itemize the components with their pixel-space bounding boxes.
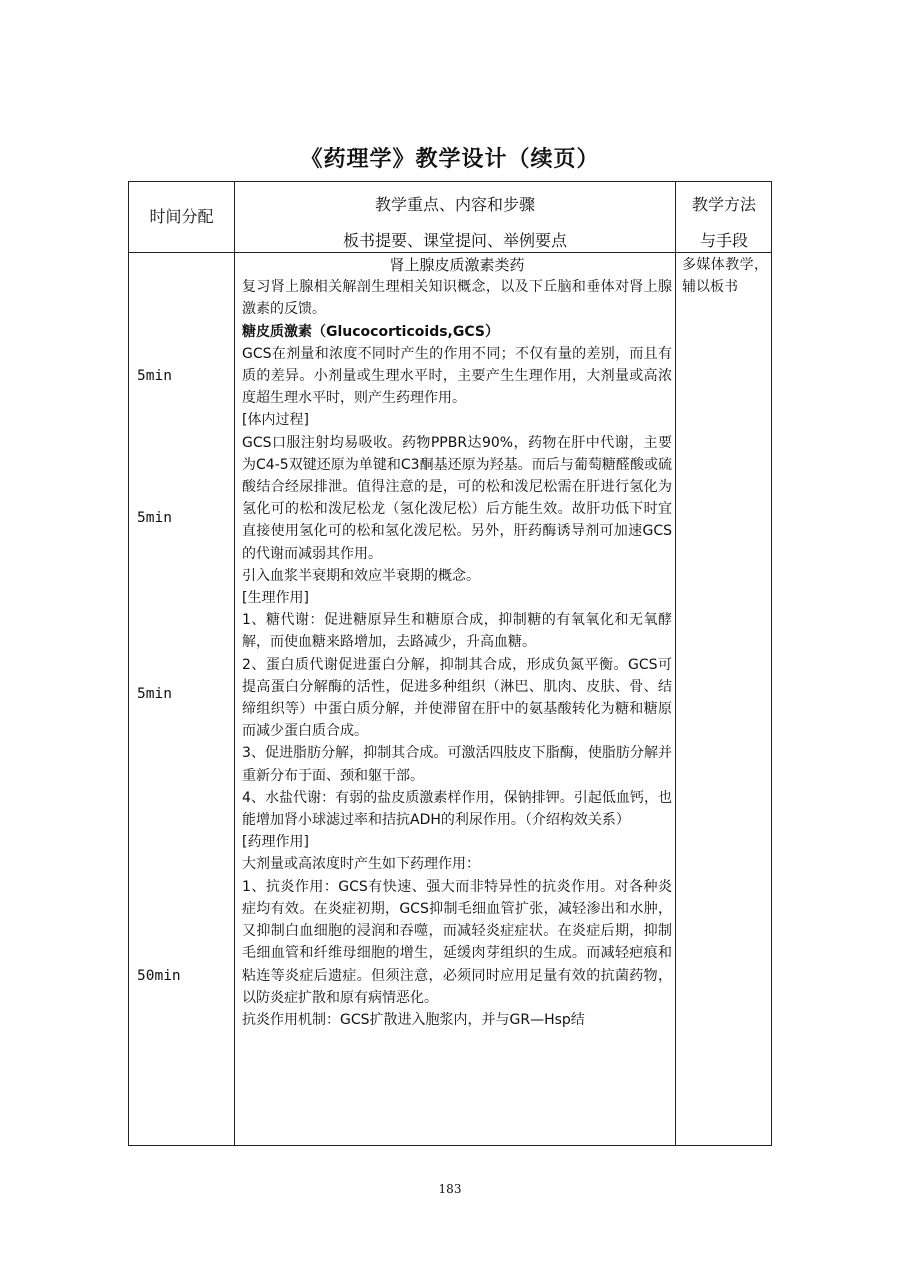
page-title: 《药理学》教学设计（续页）	[300, 147, 600, 172]
content-subheading: [药理作用]	[242, 834, 309, 851]
content-subheading: [体内过程]	[242, 412, 309, 429]
header-method-line1: 教学方法	[691, 195, 756, 214]
header-main-line1: 教学重点、内容和步骤	[374, 195, 535, 214]
teaching-method: 多媒体教学，辅以板书	[682, 257, 768, 296]
header-main-line2: 板书提要、课堂提问、举例要点	[342, 231, 567, 250]
time-allocation: 5min	[137, 368, 172, 384]
header-time: 时间分配	[149, 207, 214, 226]
content-paragraph: 1、糖代谢：促进糖原异生和糖原合成，抑制糖的有氧氧化和无氧酵解，而使血糖来路增加，去路减少，升高血糖。	[242, 612, 672, 651]
header-method-line2: 与手段	[699, 231, 748, 250]
section-heading: 肾上腺皮质激素类药	[389, 256, 525, 274]
content-paragraph: 4、水盐代谢：有弱的盐皮质激素样作用，保钠排钾。引起低血钙，也能增加肾小球滤过率和拮抗ADH的利尿作用。（介绍构效关系）	[242, 789, 672, 829]
content-subheading: [生理作用]	[242, 590, 309, 607]
column-divider	[675, 182, 676, 1145]
content-paragraph: GCS口服注射均易吸收。药物PPBR达90%，药物在肝中代谢，主要为C4-5双键还原为单键和C3酮基还原为羟基。而后与葡萄糖醛酸或硫酸结合经尿排泄。值得注意的是，可的松和泼尼松需在肝进行氢化为氢化可的松和泼尼松龙（氢化泼尼松）后方能生效。故肝功低下时宜直接使用氢化可的松和氢化泼尼松。另外，肝药酶诱导剂可加速GCS的代谢而减弱其作用。	[242, 434, 672, 562]
column-divider	[234, 182, 235, 1145]
time-allocation: 5min	[137, 686, 172, 702]
content-paragraph: 1、抗炎作用：GCS有快速、强大而非特异性的抗炎作用。对各种炎症均有效。在炎症初期，GCS抑制毛细血管扩张，减轻渗出和水肿，又抑制白血细胞的浸润和吞噬，而减轻炎症症状。在炎症后期，抑制毛细血管和纤维母细胞的增生，延缓肉芽组织的生成。而减轻疤痕和粘连等炎症后遗症。但须注意，必须同时应用足量有效的抗菌药物，以防炎症扩散和原有病情恶化。	[242, 878, 672, 1006]
content-paragraph: 3、促进脂肪分解，抑制其合成。可激活四肢皮下脂酶，使脂肪分解并重新分布于面、颈和躯干部。	[242, 745, 672, 784]
content-paragraph: 引入血浆半衰期和效应半衰期的概念。	[242, 567, 480, 584]
content-paragraph: GCS在剂量和浓度不同时产生的作用不同；不仅有量的差别，而且有质的差异。小剂量或生理水平时，主要产生生理作用，大剂量或高浓度超生理水平时，则产生药理作用。	[242, 345, 672, 407]
subsection-heading: 糖皮质激素（Glucocorticoids,GCS）	[242, 323, 499, 340]
content-paragraph: 抗炎作用机制：GCS扩散进入胞浆内，并与GR—Hsp结	[242, 1011, 585, 1028]
header-divider	[129, 252, 771, 253]
teaching-content	[242, 254, 672, 1031]
content-paragraph: 2、蛋白质代谢促进蛋白分解，抑制其合成，形成负氮平衡。GCS可提高蛋白分解酶的活性，促进多种组织（淋巴、肌肉、皮肤、骨、结缔组织等）中蛋白质分解，并使滞留在肝中的氨基酸转化为糖和糖原而减少蛋白质合成。	[242, 656, 672, 740]
page-number: 183	[438, 1182, 462, 1196]
content-paragraph: 大剂量或高浓度时产生如下药理作用：	[242, 856, 480, 873]
content-paragraph: 复习肾上腺相关解剖生理相关知识概念，以及下丘脑和垂体对肾上腺激素的反馈。	[242, 279, 672, 318]
lesson-table	[128, 181, 772, 1146]
time-allocation: 5min	[137, 510, 172, 526]
time-allocation: 50min	[137, 968, 181, 984]
